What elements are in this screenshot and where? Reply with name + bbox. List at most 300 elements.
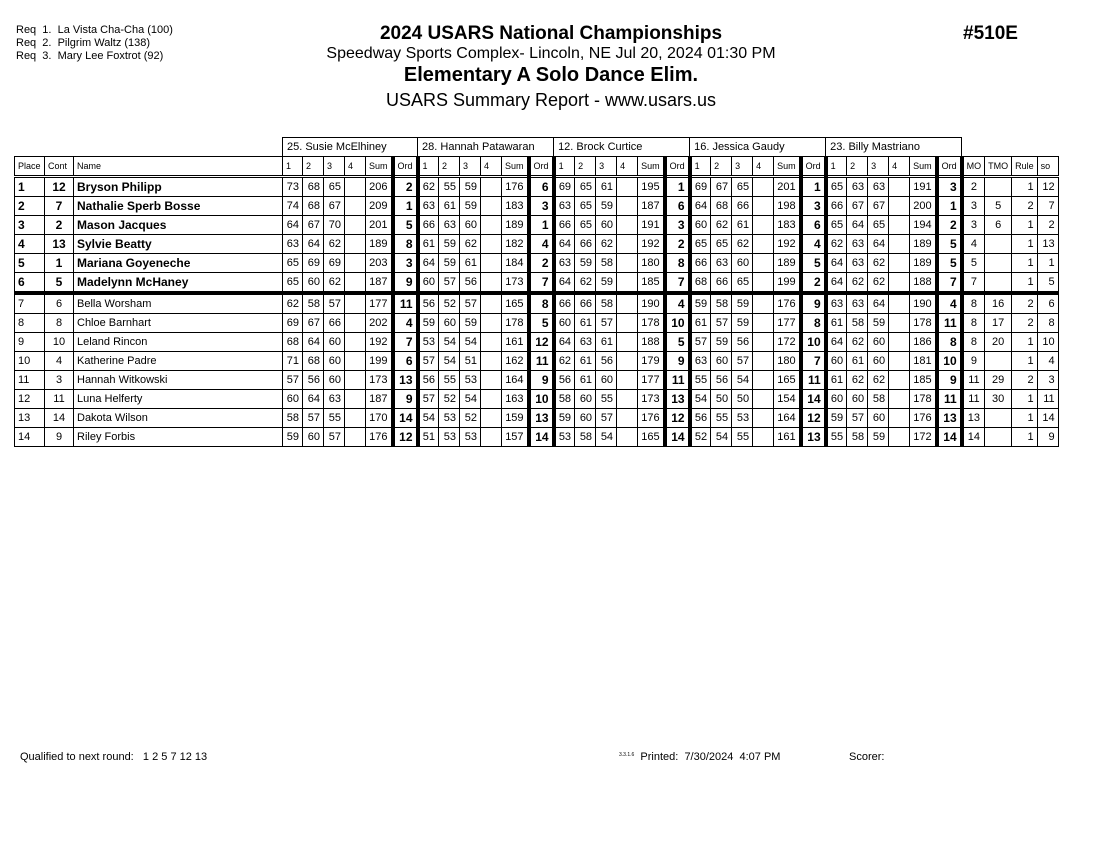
score-cell: 60 (868, 333, 889, 352)
score-cell: 67 (324, 197, 345, 216)
col-header-score-2: 2 (439, 157, 460, 177)
table-row (15, 177, 1059, 197)
ordinal-cell: 5 (937, 254, 962, 273)
score-cell: 64 (847, 216, 868, 235)
score-cell: 55 (439, 177, 460, 197)
score-cell (481, 371, 502, 390)
score-cell: 52 (439, 390, 460, 409)
name-cell: Mason Jacques (74, 216, 283, 235)
score-cell: 66 (418, 216, 439, 235)
ordinal-cell: 14 (393, 409, 418, 428)
ordinal-cell: 1 (937, 197, 962, 216)
event-number: #510E (963, 23, 1018, 44)
score-cell: 62 (868, 254, 889, 273)
score-cell: 61 (596, 333, 617, 352)
sum-cell: 192 (774, 235, 801, 254)
score-cell: 57 (324, 428, 345, 447)
score-cell: 65 (324, 177, 345, 197)
cont-cell: 11 (45, 390, 74, 409)
score-cell: 63 (847, 235, 868, 254)
sum-cell: 183 (774, 216, 801, 235)
score-cell: 62 (868, 371, 889, 390)
mo-cell: 11 (962, 390, 985, 409)
score-cell: 60 (575, 390, 596, 409)
name-cell: Riley Forbis (74, 428, 283, 447)
ordinal-cell: 4 (393, 314, 418, 333)
sum-cell: 162 (502, 352, 529, 371)
score-cell: 57 (439, 273, 460, 294)
score-cell: 51 (418, 428, 439, 447)
rule-cell: 1 (1012, 390, 1038, 409)
ordinal-cell: 10 (801, 333, 826, 352)
col-header-score-4: 4 (481, 157, 502, 177)
ordinal-cell: 5 (393, 216, 418, 235)
so-cell: 8 (1037, 314, 1058, 333)
ordinal-cell: 11 (665, 371, 690, 390)
table-row (15, 409, 1059, 428)
ordinal-cell: 8 (665, 254, 690, 273)
name-cell: Bella Worsham (74, 293, 283, 314)
ordinal-cell: 9 (529, 371, 554, 390)
ordinal-cell: 11 (937, 390, 962, 409)
score-cell: 57 (418, 390, 439, 409)
score-cell (345, 177, 366, 197)
sum-cell: 173 (638, 390, 665, 409)
so-cell: 9 (1037, 428, 1058, 447)
score-cell: 59 (732, 293, 753, 314)
tmo-cell: 5 (985, 197, 1012, 216)
score-cell: 64 (868, 293, 889, 314)
mo-cell: 7 (962, 273, 985, 294)
sum-cell: 178 (910, 390, 937, 409)
so-cell: 5 (1037, 273, 1058, 294)
score-cell (481, 216, 502, 235)
score-cell: 60 (847, 390, 868, 409)
ordinal-cell: 10 (665, 314, 690, 333)
score-cell: 62 (460, 235, 481, 254)
score-cell: 61 (460, 254, 481, 273)
score-cell (481, 293, 502, 314)
score-cell (345, 216, 366, 235)
score-cell: 59 (826, 409, 847, 428)
name-cell: Katherine Padre (74, 352, 283, 371)
score-cell (753, 293, 774, 314)
score-cell: 52 (439, 293, 460, 314)
sum-cell: 172 (910, 428, 937, 447)
sum-cell: 177 (638, 371, 665, 390)
sum-cell: 194 (910, 216, 937, 235)
score-cell (345, 371, 366, 390)
score-cell: 62 (418, 177, 439, 197)
score-cell: 69 (283, 314, 303, 333)
score-cell: 60 (596, 216, 617, 235)
score-cell: 64 (826, 273, 847, 294)
score-cell: 54 (732, 371, 753, 390)
ordinal-cell: 2 (529, 254, 554, 273)
score-cell: 64 (554, 333, 575, 352)
sum-cell: 181 (910, 352, 937, 371)
so-cell: 4 (1037, 352, 1058, 371)
score-cell: 55 (711, 409, 732, 428)
tmo-cell: 16 (985, 293, 1012, 314)
ordinal-cell: 3 (529, 197, 554, 216)
score-cell: 66 (732, 197, 753, 216)
score-cell (753, 314, 774, 333)
score-cell: 65 (826, 216, 847, 235)
score-cell: 63 (418, 197, 439, 216)
score-cell: 57 (303, 409, 324, 428)
score-cell: 57 (418, 352, 439, 371)
column-header-row (15, 157, 1059, 177)
score-cell: 56 (554, 371, 575, 390)
score-cell: 61 (575, 314, 596, 333)
score-cell: 60 (575, 409, 596, 428)
score-cell: 60 (460, 216, 481, 235)
score-cell: 55 (439, 371, 460, 390)
ordinal-cell: 2 (393, 177, 418, 197)
col-header-score-2: 2 (711, 157, 732, 177)
so-cell: 6 (1037, 293, 1058, 314)
score-cell: 58 (847, 428, 868, 447)
rule-cell: 1 (1012, 333, 1038, 352)
sum-cell: 177 (774, 314, 801, 333)
score-cell: 54 (439, 333, 460, 352)
name-cell: Dakota Wilson (74, 409, 283, 428)
score-cell: 64 (690, 197, 711, 216)
ordinal-cell: 6 (393, 352, 418, 371)
sum-cell: 206 (366, 177, 393, 197)
score-cell: 66 (711, 273, 732, 294)
score-cell: 63 (847, 293, 868, 314)
score-cell: 61 (826, 371, 847, 390)
sum-cell: 182 (502, 235, 529, 254)
sum-cell: 192 (366, 333, 393, 352)
score-cell: 59 (418, 314, 439, 333)
score-cell: 66 (575, 235, 596, 254)
score-cell (481, 273, 502, 294)
score-cell: 60 (283, 390, 303, 409)
score-cell: 57 (324, 293, 345, 314)
place-cell: 14 (15, 428, 45, 447)
col-header-score-3: 3 (460, 157, 481, 177)
sum-cell: 157 (502, 428, 529, 447)
sum-cell: 165 (502, 293, 529, 314)
score-cell: 60 (303, 428, 324, 447)
ordinal-cell: 9 (937, 371, 962, 390)
score-cell (345, 293, 366, 314)
score-cell: 57 (711, 314, 732, 333)
ordinal-cell: 7 (665, 273, 690, 294)
score-cell: 64 (554, 235, 575, 254)
tmo-cell: 30 (985, 390, 1012, 409)
ordinal-cell: 4 (529, 235, 554, 254)
ordinal-cell: 11 (937, 314, 962, 333)
score-cell (889, 428, 910, 447)
place-cell: 13 (15, 409, 45, 428)
score-cell: 60 (868, 409, 889, 428)
ordinal-cell: 5 (529, 314, 554, 333)
score-cell (753, 254, 774, 273)
ordinal-cell: 3 (937, 177, 962, 197)
score-cell: 71 (283, 352, 303, 371)
score-cell: 56 (732, 333, 753, 352)
sum-cell: 178 (502, 314, 529, 333)
so-cell: 1 (1037, 254, 1058, 273)
col-header-rule: Rule (1012, 157, 1038, 177)
ordinal-cell: 3 (393, 254, 418, 273)
mo-cell: 13 (962, 409, 985, 428)
score-cell: 54 (460, 333, 481, 352)
score-cell: 61 (596, 177, 617, 197)
score-cell: 64 (303, 235, 324, 254)
score-cell (481, 390, 502, 409)
sum-cell: 191 (638, 216, 665, 235)
table-row (15, 390, 1059, 409)
ordinal-cell: 4 (937, 293, 962, 314)
so-cell: 3 (1037, 371, 1058, 390)
ordinal-cell: 14 (665, 428, 690, 447)
sum-cell: 189 (910, 235, 937, 254)
score-cell: 68 (303, 352, 324, 371)
score-cell: 63 (283, 235, 303, 254)
mo-cell: 9 (962, 352, 985, 371)
score-cell: 56 (711, 371, 732, 390)
score-cell: 62 (596, 235, 617, 254)
results-table (14, 137, 1059, 447)
mo-cell: 14 (962, 428, 985, 447)
ordinal-cell: 2 (665, 235, 690, 254)
ordinal-cell: 14 (801, 390, 826, 409)
score-cell: 59 (732, 314, 753, 333)
sum-cell: 154 (774, 390, 801, 409)
col-header-sum: Sum (366, 157, 393, 177)
requirement-3: Req 3. Mary Lee Foxtrot (92) (16, 50, 164, 62)
sum-cell: 164 (502, 371, 529, 390)
score-cell: 59 (460, 197, 481, 216)
score-cell: 57 (847, 409, 868, 428)
sum-cell: 176 (910, 409, 937, 428)
sum-cell: 198 (774, 197, 801, 216)
score-cell: 55 (596, 390, 617, 409)
score-cell: 55 (324, 409, 345, 428)
col-header-score-2: 2 (575, 157, 596, 177)
score-cell (617, 333, 638, 352)
score-cell: 63 (868, 177, 889, 197)
cont-cell: 6 (45, 293, 74, 314)
col-header-ord: Ord (665, 157, 690, 177)
tmo-cell (985, 254, 1012, 273)
score-cell: 53 (418, 333, 439, 352)
score-cell: 54 (596, 428, 617, 447)
ordinal-cell: 6 (529, 177, 554, 197)
version-label: 3.3.1.6 (619, 752, 635, 758)
score-cell: 57 (690, 333, 711, 352)
cont-cell: 1 (45, 254, 74, 273)
score-cell (753, 273, 774, 294)
printed-timestamp: Printed: 7/30/2024 4:07 PM (640, 751, 781, 763)
requirement-1: Req 1. La Vista Cha-Cha (100) (16, 24, 173, 36)
ordinal-cell: 13 (801, 428, 826, 447)
score-cell (889, 333, 910, 352)
col-header-sum: Sum (774, 157, 801, 177)
score-cell: 56 (418, 371, 439, 390)
tmo-cell: 17 (985, 314, 1012, 333)
table-row (15, 293, 1059, 314)
ordinal-cell: 7 (393, 333, 418, 352)
score-cell: 59 (460, 177, 481, 197)
score-cell (617, 371, 638, 390)
judge-3-name: 12. Brock Curtice (554, 138, 690, 157)
score-cell: 61 (575, 352, 596, 371)
cont-cell: 4 (45, 352, 74, 371)
col-header-score-4: 4 (617, 157, 638, 177)
ordinal-cell: 3 (665, 216, 690, 235)
col-header-so: so (1037, 157, 1058, 177)
score-cell: 56 (460, 273, 481, 294)
score-cell (481, 177, 502, 197)
judge-5-name: 23. Billy Mastriano (826, 138, 962, 157)
col-header-sum: Sum (910, 157, 937, 177)
ordinal-cell: 12 (393, 428, 418, 447)
ordinal-cell: 6 (665, 197, 690, 216)
rule-cell: 2 (1012, 197, 1038, 216)
cont-cell: 14 (45, 409, 74, 428)
ordinal-cell: 9 (801, 293, 826, 314)
score-cell: 58 (596, 254, 617, 273)
score-cell: 56 (690, 409, 711, 428)
score-cell: 65 (732, 273, 753, 294)
table-row (15, 216, 1059, 235)
score-cell: 67 (711, 177, 732, 197)
score-cell (481, 254, 502, 273)
sum-cell: 180 (774, 352, 801, 371)
sum-cell: 176 (638, 409, 665, 428)
ordinal-cell: 13 (665, 390, 690, 409)
score-cell: 55 (690, 371, 711, 390)
score-cell: 64 (554, 273, 575, 294)
score-cell: 61 (690, 314, 711, 333)
score-cell: 62 (711, 216, 732, 235)
score-cell: 52 (460, 409, 481, 428)
col-header-score-4: 4 (753, 157, 774, 177)
score-cell (889, 409, 910, 428)
col-header-ord: Ord (529, 157, 554, 177)
score-cell: 57 (596, 314, 617, 333)
sum-cell: 190 (910, 293, 937, 314)
col-header-ord: Ord (937, 157, 962, 177)
col-header-score-2: 2 (847, 157, 868, 177)
score-cell (617, 390, 638, 409)
score-cell: 61 (575, 371, 596, 390)
sum-cell: 178 (638, 314, 665, 333)
score-cell: 59 (439, 254, 460, 273)
sum-cell: 201 (366, 216, 393, 235)
table-row (15, 235, 1059, 254)
sum-cell: 186 (910, 333, 937, 352)
col-header-score-3: 3 (596, 157, 617, 177)
report-title: USARS Summary Report - www.usars.us (385, 90, 717, 110)
table-row (15, 371, 1059, 390)
score-cell: 69 (303, 254, 324, 273)
score-cell: 64 (283, 216, 303, 235)
score-cell (889, 371, 910, 390)
place-cell: 2 (15, 197, 45, 216)
sum-cell: 201 (774, 177, 801, 197)
score-cell: 68 (711, 197, 732, 216)
sum-cell: 178 (910, 314, 937, 333)
col-header-ord: Ord (801, 157, 826, 177)
rule-cell: 1 (1012, 273, 1038, 294)
score-cell: 60 (303, 273, 324, 294)
score-cell: 65 (283, 273, 303, 294)
sum-cell: 173 (502, 273, 529, 294)
score-cell: 53 (460, 428, 481, 447)
ordinal-cell: 8 (937, 333, 962, 352)
score-cell: 67 (303, 314, 324, 333)
sum-cell: 165 (774, 371, 801, 390)
score-cell: 54 (711, 428, 732, 447)
score-cell: 59 (460, 314, 481, 333)
tmo-cell (985, 352, 1012, 371)
cont-cell: 3 (45, 371, 74, 390)
sum-cell: 185 (910, 371, 937, 390)
sum-cell: 187 (366, 390, 393, 409)
place-cell: 7 (15, 293, 45, 314)
name-cell: Hannah Witkowski (74, 371, 283, 390)
ordinal-cell: 1 (665, 177, 690, 197)
score-cell: 59 (596, 197, 617, 216)
qualified-label: Qualified to next round: (20, 751, 134, 763)
score-cell (753, 409, 774, 428)
score-cell (345, 197, 366, 216)
score-cell: 66 (826, 197, 847, 216)
rule-cell: 2 (1012, 314, 1038, 333)
score-cell: 67 (868, 197, 889, 216)
col-header-ord: Ord (393, 157, 418, 177)
so-cell: 14 (1037, 409, 1058, 428)
score-cell (617, 352, 638, 371)
mo-cell: 3 (962, 216, 985, 235)
score-cell: 59 (690, 293, 711, 314)
score-cell: 59 (868, 428, 889, 447)
rule-cell: 1 (1012, 428, 1038, 447)
ordinal-cell: 4 (801, 235, 826, 254)
score-cell (345, 390, 366, 409)
col-header-score-3: 3 (732, 157, 753, 177)
score-cell: 60 (439, 314, 460, 333)
score-cell: 59 (868, 314, 889, 333)
col-header-sum: Sum (502, 157, 529, 177)
ordinal-cell: 6 (801, 216, 826, 235)
score-cell: 67 (303, 216, 324, 235)
sum-cell: 183 (502, 197, 529, 216)
score-cell: 62 (554, 352, 575, 371)
sum-cell: 170 (366, 409, 393, 428)
score-cell: 69 (690, 177, 711, 197)
score-cell (345, 409, 366, 428)
score-cell: 61 (847, 352, 868, 371)
col-header-sum: Sum (638, 157, 665, 177)
table-row (15, 273, 1059, 294)
score-cell: 58 (847, 314, 868, 333)
score-cell: 62 (847, 371, 868, 390)
ordinal-cell: 14 (937, 428, 962, 447)
name-cell: Mariana Goyeneche (74, 254, 283, 273)
score-cell: 59 (596, 273, 617, 294)
score-cell (753, 235, 774, 254)
score-cell: 61 (732, 216, 753, 235)
score-cell: 58 (554, 390, 575, 409)
